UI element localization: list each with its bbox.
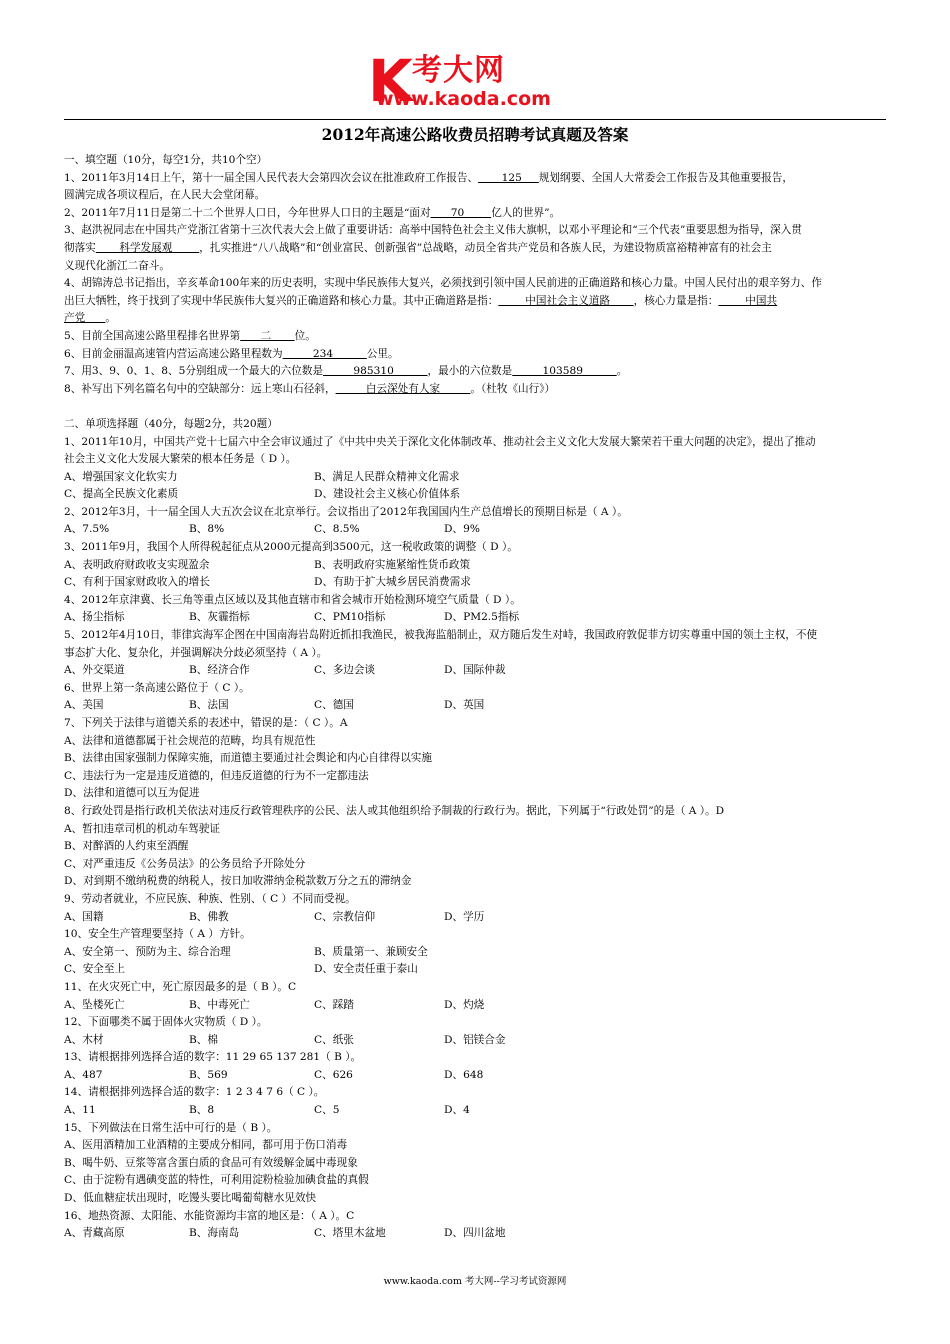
question-line: 2、2012年3月，十一届全国人大五次会议在北京举行。会议指出了2012年我国国内生产总值增长的预期目标是（ A ）。	[64, 505, 628, 518]
option-row	[64, 469, 886, 487]
option-text: B、法国	[189, 699, 229, 712]
option-text: C、8.5%	[314, 523, 360, 536]
question-line: 6、世界上第一条高速公路位于（ C ）。	[64, 681, 250, 694]
answer-blank: 中国共	[718, 294, 778, 307]
option-text: A、国籍	[64, 910, 104, 923]
question-line: 15、下列做法在日常生活中可行的是（ B ）。	[64, 1121, 278, 1134]
option-text: A、7.5%	[64, 523, 110, 536]
option-text: A、木材	[64, 1033, 104, 1046]
question-line: A、暂扣违章司机的机动车驾驶证	[64, 822, 220, 835]
option-text: B、满足人民群众精神文化需求	[314, 470, 460, 483]
option-text: A、坠楼死亡	[64, 998, 125, 1011]
question-line: 12、下面哪类不属于固体火灾物质（ D ）。	[64, 1016, 268, 1029]
logo-k-mark: K	[368, 47, 413, 115]
kaoda-logo	[368, 47, 598, 115]
section-heading: 二、单项选择题（40分，每题2分，共20题）	[64, 417, 278, 430]
answer-blank: 白云深处有人家	[335, 382, 471, 395]
option-text: B、8%	[189, 523, 225, 536]
option-row	[64, 1032, 886, 1050]
option-text: B、灰霾指标	[189, 611, 250, 624]
fill-q1-line2: 圆满完成各项议程后，在人民大会堂闭幕。	[64, 189, 266, 202]
option-text: B、中毒死亡	[189, 998, 250, 1011]
option-text: B、棉	[189, 1033, 218, 1046]
option-text: A、青藏高原	[64, 1227, 125, 1240]
fill-q8: 8、补写出下列名篇名句中的空缺部分：远上寒山石径斜， 白云深处有人家 。（杜牧《山行》）	[64, 382, 556, 395]
option-row	[64, 1225, 886, 1243]
option-text: B、8	[189, 1104, 215, 1117]
option-row	[64, 609, 886, 627]
option-row	[64, 486, 886, 504]
option-text: A、外交渠道	[64, 664, 125, 677]
option-text: B、佛教	[189, 910, 229, 923]
option-text: C、626	[314, 1068, 353, 1081]
option-text: D、铝镁合金	[444, 1033, 506, 1046]
question-line: D、低血糖症状出现时，吃馒头要比喝葡萄糖水见效快	[64, 1192, 317, 1205]
option-text: D、PM2.5指标	[444, 611, 520, 624]
option-text: A、表明政府财政收支实现盈余	[64, 558, 210, 571]
option-row	[64, 1067, 886, 1085]
option-row	[64, 662, 886, 680]
page-footer: www.kaoda.com 考大网--学习考试资源网	[383, 1276, 567, 1287]
question-line: 10、安全生产管理要坚持（ A ）方针。	[64, 928, 251, 941]
option-row	[64, 944, 886, 962]
answer-blank: 125	[478, 171, 539, 184]
option-text: C、宗教信仰	[314, 910, 376, 923]
answer-blank: 234	[282, 347, 367, 360]
option-text: D、建设社会主义核心价值体系	[314, 488, 461, 501]
option-text: A、美国	[64, 699, 104, 712]
question-line: 16、地热资源、太阳能、水能资源均丰富的地区是：（ A ）。C	[64, 1209, 355, 1222]
option-text: A、安全第一、预防为主、综合治理	[64, 945, 231, 958]
option-row	[64, 557, 886, 575]
question-line: 9、劳动者就业，不应民族、种族、性别、（ C ）不同而受视。	[64, 892, 356, 905]
option-row	[64, 1102, 886, 1120]
fill-q1-line1: 1、2011年3月14日上午，第十一届全国人民代表大会第四次会议在批准政府工作报告、 125 规划纲要、全国人大常委会工作报告及其他重要报告，	[64, 171, 793, 184]
question-line: 5、2012年4月10日，菲律宾海军企图在中国南海岩岛附近抓扣我渔民，被我海监船制止，双方随后发生对峙，我国政府敦促菲方切实尊重中国的领土主权，不使	[64, 629, 818, 642]
option-row	[64, 574, 886, 592]
fill-q4-line2: 出巨大牺牲，终于找到了实现中华民族伟大复兴的正确道路和核心力量。其中正确道路是指： 中国社会主义道路 ，核心力量是指： 中国共	[64, 294, 778, 307]
section-heading: 一、填空题（10分，每空1分，共10个空）	[64, 154, 268, 166]
option-row	[64, 521, 886, 539]
fill-q4-line3: 产党 。	[64, 312, 116, 325]
answer-blank: 中国社会主义道路	[498, 294, 634, 307]
option-text: D、4	[444, 1104, 470, 1117]
option-text: D、安全责任重于泰山	[314, 963, 418, 976]
option-text: D、9%	[444, 523, 480, 536]
question-line: 4、2012年京津冀、长三角等重点区域以及其他直辖市和省会城市开始检测环境空气质量（ D ）。	[64, 593, 521, 606]
option-text: D、灼烧	[444, 998, 485, 1011]
option-text: B、表明政府实施紧缩性货币政策	[314, 558, 471, 571]
option-text: D、国际仲裁	[444, 664, 506, 677]
logo-cn-text: 考大网	[412, 53, 505, 88]
question-line: 1、2011年10月，中国共产党十七届六中全会审议通过了《中共中央关于深化文化体制改革、推动社会主义文化大发展大繁荣若干重大问题的决定》，提出了推动	[64, 435, 816, 448]
option-text: D、学历	[444, 910, 485, 923]
question-line: 11、在火灾死亡中，死亡原因最多的是（ B ）。C	[64, 980, 297, 993]
fill-q3-line1: 3、赵洪祝同志在中国共产党浙江省第十三次代表大会上做了重要讲话：高举中国特色社会主义伟大旗帜，以邓小平理论和“三个代表”重要思想为指导，深入贯	[64, 224, 802, 237]
fill-q4-line1: 4、胡锦涛总书记指出，辛亥革命100年来的历史表明，实现中华民族伟大复兴，必须找到引领中国人民前进的正确道路和核心力量。中国人民付出的艰辛努力、作	[64, 277, 822, 290]
answer-blank: 70	[430, 206, 492, 219]
option-text: D、四川盆地	[444, 1227, 506, 1240]
section-gap	[64, 398, 886, 416]
option-text: B、经济合作	[189, 664, 250, 677]
option-row	[64, 961, 886, 979]
answer-blank: 科学发展观	[95, 241, 200, 254]
option-text: B、569	[189, 1068, 228, 1081]
question-line: A、法律和道德都属于社会规范的范畴，均具有规范性	[64, 734, 316, 747]
option-text: B、质量第一、兼顾安全	[314, 945, 428, 958]
option-text: C、塔里木盆地	[314, 1227, 386, 1240]
question-line: 社会主义文化大发展大繁荣的根本任务是（ D ）。	[64, 453, 297, 466]
fill-q6: 6、目前金丽温高速管内营运高速公路里程数为 234 公里。	[64, 347, 399, 360]
option-text: D、有助于扩大城乡居民消费需求	[314, 576, 471, 589]
option-text: C、有利于国家财政收入的增长	[64, 576, 210, 589]
fill-q3-line3: 义现代化浙江二奋斗。	[64, 259, 170, 272]
answer-blank: 产党	[64, 312, 106, 325]
option-text: C、提高全民族文化素质	[64, 488, 179, 501]
option-row	[64, 997, 886, 1015]
fill-q3-line2: 彻落实 科学发展观 ，扎实推进“八八战略”和“创业富民、创新强省”总战略，动员全省共产党员和各族人民，为建设物质富裕精神富有的社会主	[64, 241, 772, 254]
question-line: 事态扩大化、复杂化，并强调解决分歧必须坚持（ A ）。	[64, 646, 328, 659]
option-text: B、海南岛	[189, 1227, 240, 1240]
logo-url-text: www.kaoda.com	[376, 88, 551, 110]
option-text: A、11	[64, 1104, 96, 1117]
answer-blank: 二	[240, 329, 295, 342]
question-line: C、由于淀粉有遇碘变蓝的特性，可利用淀粉检验加碘食盐的真假	[64, 1174, 369, 1187]
option-text: C、多边会谈	[314, 664, 376, 677]
option-text: D、648	[444, 1068, 484, 1081]
option-text: A、扬尘指标	[64, 611, 125, 624]
fill-q2: 2、2011年7月11日是第二十二个世界人口日，今年世界人口日的主题是“面对 70 亿人的世界”。	[64, 206, 561, 219]
answer-blank: 985310	[323, 365, 428, 378]
question-line: 3、2011年9月，我国个人所得税起征点从2000元提高到3500元，这一税收政策的调整（ D ）。	[64, 541, 518, 554]
choice-question-list	[64, 434, 886, 1243]
fill-q7: 7、用3、9、0、1、8、5分别组成一个最大的六位数是 985310 ，最小的六位数是 103589 。	[64, 365, 628, 378]
option-text: C、德国	[314, 699, 354, 712]
option-text: A、487	[64, 1068, 103, 1081]
option-text: C、纸张	[314, 1033, 354, 1046]
header-rule	[64, 119, 886, 120]
option-text: C、PM10指标	[314, 611, 386, 624]
document-body	[64, 152, 886, 1243]
document-title: 2012年高速公路收费员招聘考试真题及答案	[321, 125, 629, 144]
answer-blank: 103589	[512, 365, 617, 378]
option-row	[64, 909, 886, 927]
question-line: 8、行政处罚是指行政机关依法对违反行政管理秩序的公民、法人或其他组织给予制裁的行政行为。据此，下列属于“行政处罚”的是（ A ）。D	[64, 804, 725, 817]
question-line: 14、请根据排列选择合适的数字：1 2 3 4 7 6（ C ）。	[64, 1086, 325, 1099]
option-text: C、5	[314, 1104, 340, 1117]
question-line: B、对醉酒的人约束至酒醒	[64, 840, 189, 853]
question-line: C、违法行为一定是违反道德的，但违反道德的行为不一定都违法	[64, 769, 369, 782]
fill-q5: 5、目前全国高速公路里程排名世界第 二 位。	[64, 329, 316, 342]
option-text: D、英国	[444, 699, 485, 712]
question-line: B、喝牛奶、豆浆等富含蛋白质的食品可有效缓解金属中毒现象	[64, 1156, 358, 1169]
question-line: A、医用酒精加工业酒精的主要成分相同，都可用于伤口消毒	[64, 1139, 348, 1152]
question-line: C、对严重违反《公务员法》的公务员给予开除处分	[64, 857, 306, 870]
question-line: B、法律由国家强制力保障实施，而道德主要通过社会舆论和内心自律得以实施	[64, 752, 432, 765]
question-line: D、法律和道德可以互为促进	[64, 787, 200, 800]
question-line: 7、下列关于法律与道德关系的表述中，错误的是：（ C ）。A	[64, 717, 348, 729]
option-text: C、安全至上	[64, 963, 126, 976]
question-line: D、对到期不缴纳税费的纳税人，按日加收滞纳金税款数万分之五的滞纳金	[64, 875, 412, 888]
option-text: A、增强国家文化软实力	[64, 470, 178, 483]
option-row	[64, 697, 886, 715]
question-line: 13、请根据排列选择合适的数字：11 29 65 137 281（ B ）。	[64, 1051, 362, 1064]
option-text: C、踩踏	[314, 998, 354, 1011]
